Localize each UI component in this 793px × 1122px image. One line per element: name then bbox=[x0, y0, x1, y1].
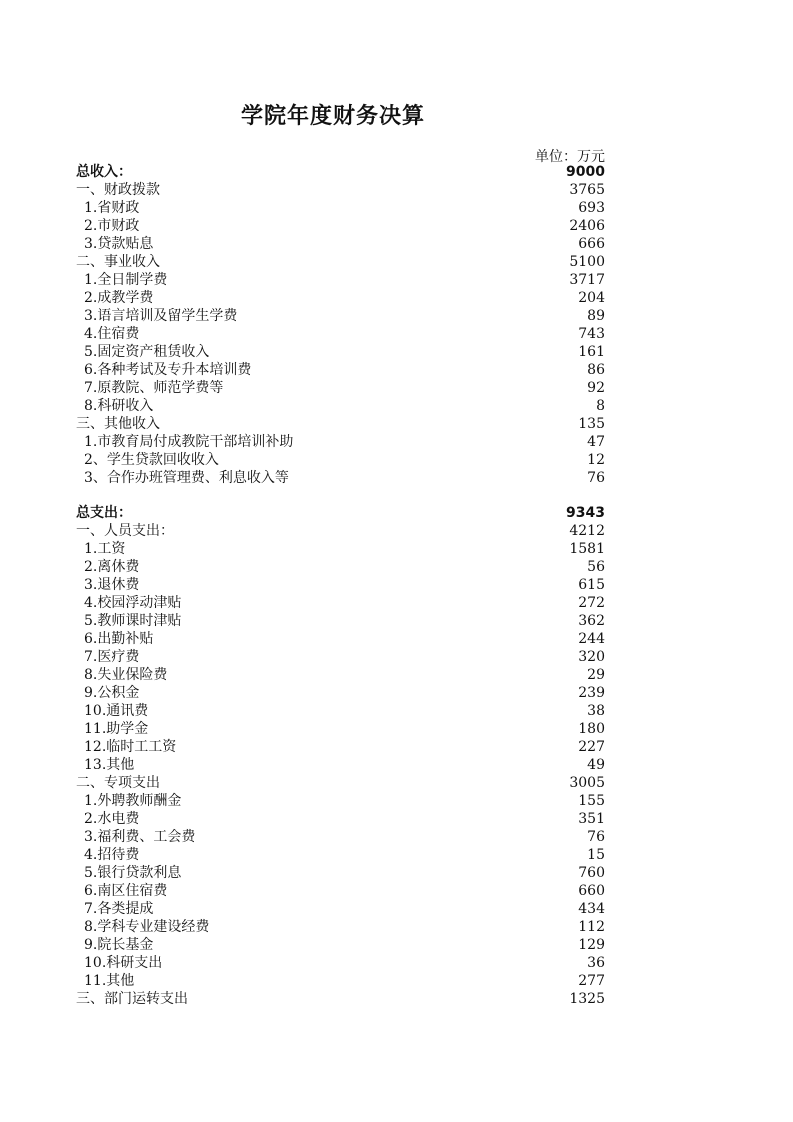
income-row bbox=[76, 253, 605, 271]
expense-row bbox=[76, 630, 605, 648]
income-row bbox=[76, 469, 605, 487]
expense-row-label: 3.退休费 bbox=[84, 577, 140, 593]
income-total-row bbox=[76, 163, 605, 181]
income-row-label: 一、财政拨款 bbox=[76, 182, 160, 198]
income-row-label: 6.各种考试及专升本培训费 bbox=[84, 362, 252, 378]
expense-row bbox=[76, 522, 605, 540]
income-row-label: 三、其他收入 bbox=[76, 416, 160, 432]
expense-row-value: 36 bbox=[587, 955, 605, 971]
income-row bbox=[76, 451, 605, 469]
income-total-label: 总收入： bbox=[76, 164, 132, 180]
expense-row-label: 8.学科专业建设经费 bbox=[84, 919, 210, 935]
income-row-value: 666 bbox=[578, 236, 605, 252]
income-row-label: 二、事业收入 bbox=[76, 254, 160, 270]
income-row-value: 3717 bbox=[569, 272, 605, 288]
income-row bbox=[76, 433, 605, 451]
income-row-label: 2、学生贷款回收收入 bbox=[84, 452, 219, 468]
expense-row-label: 10.科研支出 bbox=[84, 955, 163, 971]
income-row-value: 89 bbox=[587, 308, 605, 324]
expense-row-value: 362 bbox=[578, 613, 605, 629]
expense-row-value: 155 bbox=[578, 793, 605, 809]
finance-sheet bbox=[76, 163, 605, 1008]
expense-row bbox=[76, 936, 605, 954]
expense-row-value: 239 bbox=[578, 685, 605, 701]
income-row-value: 5100 bbox=[569, 254, 605, 270]
expense-row bbox=[76, 918, 605, 936]
income-row bbox=[76, 415, 605, 433]
expense-row-label: 11.其他 bbox=[84, 973, 135, 989]
expense-row-label: 10.通讯费 bbox=[84, 703, 149, 719]
income-row-label: 1.市教育局付成教院干部培训补助 bbox=[84, 434, 294, 450]
expense-row bbox=[76, 864, 605, 882]
expense-row bbox=[76, 882, 605, 900]
income-row-label: 1.省财政 bbox=[84, 200, 140, 216]
expense-row-value: 660 bbox=[578, 883, 605, 899]
expense-row-value: 4212 bbox=[569, 523, 605, 539]
income-row-value: 3765 bbox=[569, 182, 605, 198]
expense-row bbox=[76, 738, 605, 756]
income-row-value: 92 bbox=[587, 380, 605, 396]
income-row bbox=[76, 289, 605, 307]
expense-row-label: 8.失业保险费 bbox=[84, 667, 168, 683]
expense-row bbox=[76, 558, 605, 576]
expense-row bbox=[76, 612, 605, 630]
expense-row bbox=[76, 900, 605, 918]
expense-row bbox=[76, 954, 605, 972]
expense-row bbox=[76, 828, 605, 846]
expense-row bbox=[76, 576, 605, 594]
income-row bbox=[76, 181, 605, 199]
income-row-value: 12 bbox=[587, 452, 605, 468]
expense-row-label: 二、专项支出 bbox=[76, 775, 160, 791]
expense-row-label: 12.临时工工资 bbox=[84, 739, 177, 755]
expense-row bbox=[76, 720, 605, 738]
income-row-label: 7.原教院、师范学费等 bbox=[84, 380, 224, 396]
income-row bbox=[76, 235, 605, 253]
expense-row-value: 277 bbox=[578, 973, 605, 989]
expense-row-label: 3.福利费、工会费 bbox=[84, 829, 196, 845]
income-list bbox=[76, 181, 605, 487]
expense-row bbox=[76, 648, 605, 666]
expense-row-value: 1325 bbox=[569, 991, 605, 1007]
expense-row-label: 1.工资 bbox=[84, 541, 126, 557]
income-row-value: 693 bbox=[578, 200, 605, 216]
income-row-label: 3.语言培训及留学生学费 bbox=[84, 308, 238, 324]
expense-row bbox=[76, 702, 605, 720]
expense-row bbox=[76, 972, 605, 990]
expense-row-label: 一、人员支出： bbox=[76, 523, 174, 539]
income-row-value: 743 bbox=[578, 326, 605, 342]
income-row-value: 204 bbox=[578, 290, 605, 306]
expense-row-label: 三、部门运转支出 bbox=[76, 991, 188, 1007]
expense-row-value: 351 bbox=[578, 811, 605, 827]
income-row bbox=[76, 397, 605, 415]
expense-row-label: 2.水电费 bbox=[84, 811, 140, 827]
expense-row bbox=[76, 774, 605, 792]
expense-row-value: 272 bbox=[578, 595, 605, 611]
expense-row-value: 56 bbox=[587, 559, 605, 575]
expense-row bbox=[76, 810, 605, 828]
section-gap bbox=[76, 487, 605, 504]
income-row-value: 8 bbox=[596, 398, 605, 414]
income-row-value: 86 bbox=[587, 362, 605, 378]
expense-row-value: 38 bbox=[587, 703, 605, 719]
income-row-label: 1.全日制学费 bbox=[84, 272, 168, 288]
expense-row-value: 49 bbox=[587, 757, 605, 773]
income-row bbox=[76, 307, 605, 325]
expense-row-label: 11.助学金 bbox=[84, 721, 149, 737]
income-row-label: 2.成教学费 bbox=[84, 290, 154, 306]
expense-row-value: 1581 bbox=[569, 541, 605, 557]
expense-row bbox=[76, 846, 605, 864]
unit-label: 单位：万元 bbox=[535, 149, 605, 165]
expense-row-value: 3005 bbox=[569, 775, 605, 791]
expense-row-label: 7.各类提成 bbox=[84, 901, 154, 917]
income-row bbox=[76, 325, 605, 343]
expense-total-row bbox=[76, 504, 605, 522]
expense-row-label: 9.院长基金 bbox=[84, 937, 154, 953]
income-row-value: 2406 bbox=[569, 218, 605, 234]
expense-row-value: 15 bbox=[587, 847, 605, 863]
page-title: 学院年度财务决算 bbox=[241, 104, 426, 129]
expense-row-label: 9.公积金 bbox=[84, 685, 140, 701]
income-row bbox=[76, 379, 605, 397]
income-row-label: 8.科研收入 bbox=[84, 398, 154, 414]
expense-row-label: 7.医疗费 bbox=[84, 649, 140, 665]
income-row bbox=[76, 343, 605, 361]
expense-row-value: 76 bbox=[587, 829, 605, 845]
expense-row-value: 227 bbox=[578, 739, 605, 755]
expense-row-value: 180 bbox=[578, 721, 605, 737]
income-row-label: 4.住宿费 bbox=[84, 326, 140, 342]
income-row-label: 3、合作办班管理费、利息收入等 bbox=[84, 470, 289, 486]
expense-row-label: 5.教师课时津贴 bbox=[84, 613, 182, 629]
expense-row-label: 1.外聘教师酬金 bbox=[84, 793, 182, 809]
expense-total-value: 9343 bbox=[566, 505, 605, 521]
income-row bbox=[76, 199, 605, 217]
expense-row bbox=[76, 594, 605, 612]
expense-row bbox=[76, 990, 605, 1008]
expense-row-value: 615 bbox=[578, 577, 605, 593]
income-row-label: 3.贷款贴息 bbox=[84, 236, 154, 252]
income-row-value: 161 bbox=[578, 344, 605, 360]
expense-row bbox=[76, 666, 605, 684]
expense-row-value: 244 bbox=[578, 631, 605, 647]
expense-row-label: 5.银行贷款利息 bbox=[84, 865, 182, 881]
expense-row-label: 6.出勤补贴 bbox=[84, 631, 154, 647]
income-row-value: 76 bbox=[587, 470, 605, 486]
income-row-value: 47 bbox=[587, 434, 605, 450]
income-row bbox=[76, 271, 605, 289]
expense-list bbox=[76, 522, 605, 1008]
income-row bbox=[76, 217, 605, 235]
expense-row-value: 320 bbox=[578, 649, 605, 665]
income-row-value: 135 bbox=[578, 416, 605, 432]
expense-row bbox=[76, 684, 605, 702]
expense-row-value: 112 bbox=[578, 919, 605, 935]
expense-row-value: 129 bbox=[578, 937, 605, 953]
expense-row-value: 29 bbox=[587, 667, 605, 683]
income-row-label: 2.市财政 bbox=[84, 218, 140, 234]
expense-row bbox=[76, 756, 605, 774]
income-row-label: 5.固定资产租赁收入 bbox=[84, 344, 210, 360]
income-total-value: 9000 bbox=[566, 164, 605, 180]
expense-row bbox=[76, 540, 605, 558]
expense-row-label: 13.其他 bbox=[84, 757, 135, 773]
expense-row-value: 434 bbox=[578, 901, 605, 917]
expense-row-label: 6.南区住宿费 bbox=[84, 883, 168, 899]
expense-row-label: 2.离休费 bbox=[84, 559, 140, 575]
expense-row-label: 4.校园浮动津贴 bbox=[84, 595, 182, 611]
expense-row-value: 760 bbox=[578, 865, 605, 881]
expense-row bbox=[76, 792, 605, 810]
income-row bbox=[76, 361, 605, 379]
expense-row-label: 4.招待费 bbox=[84, 847, 140, 863]
expense-total-label: 总支出： bbox=[76, 505, 132, 521]
